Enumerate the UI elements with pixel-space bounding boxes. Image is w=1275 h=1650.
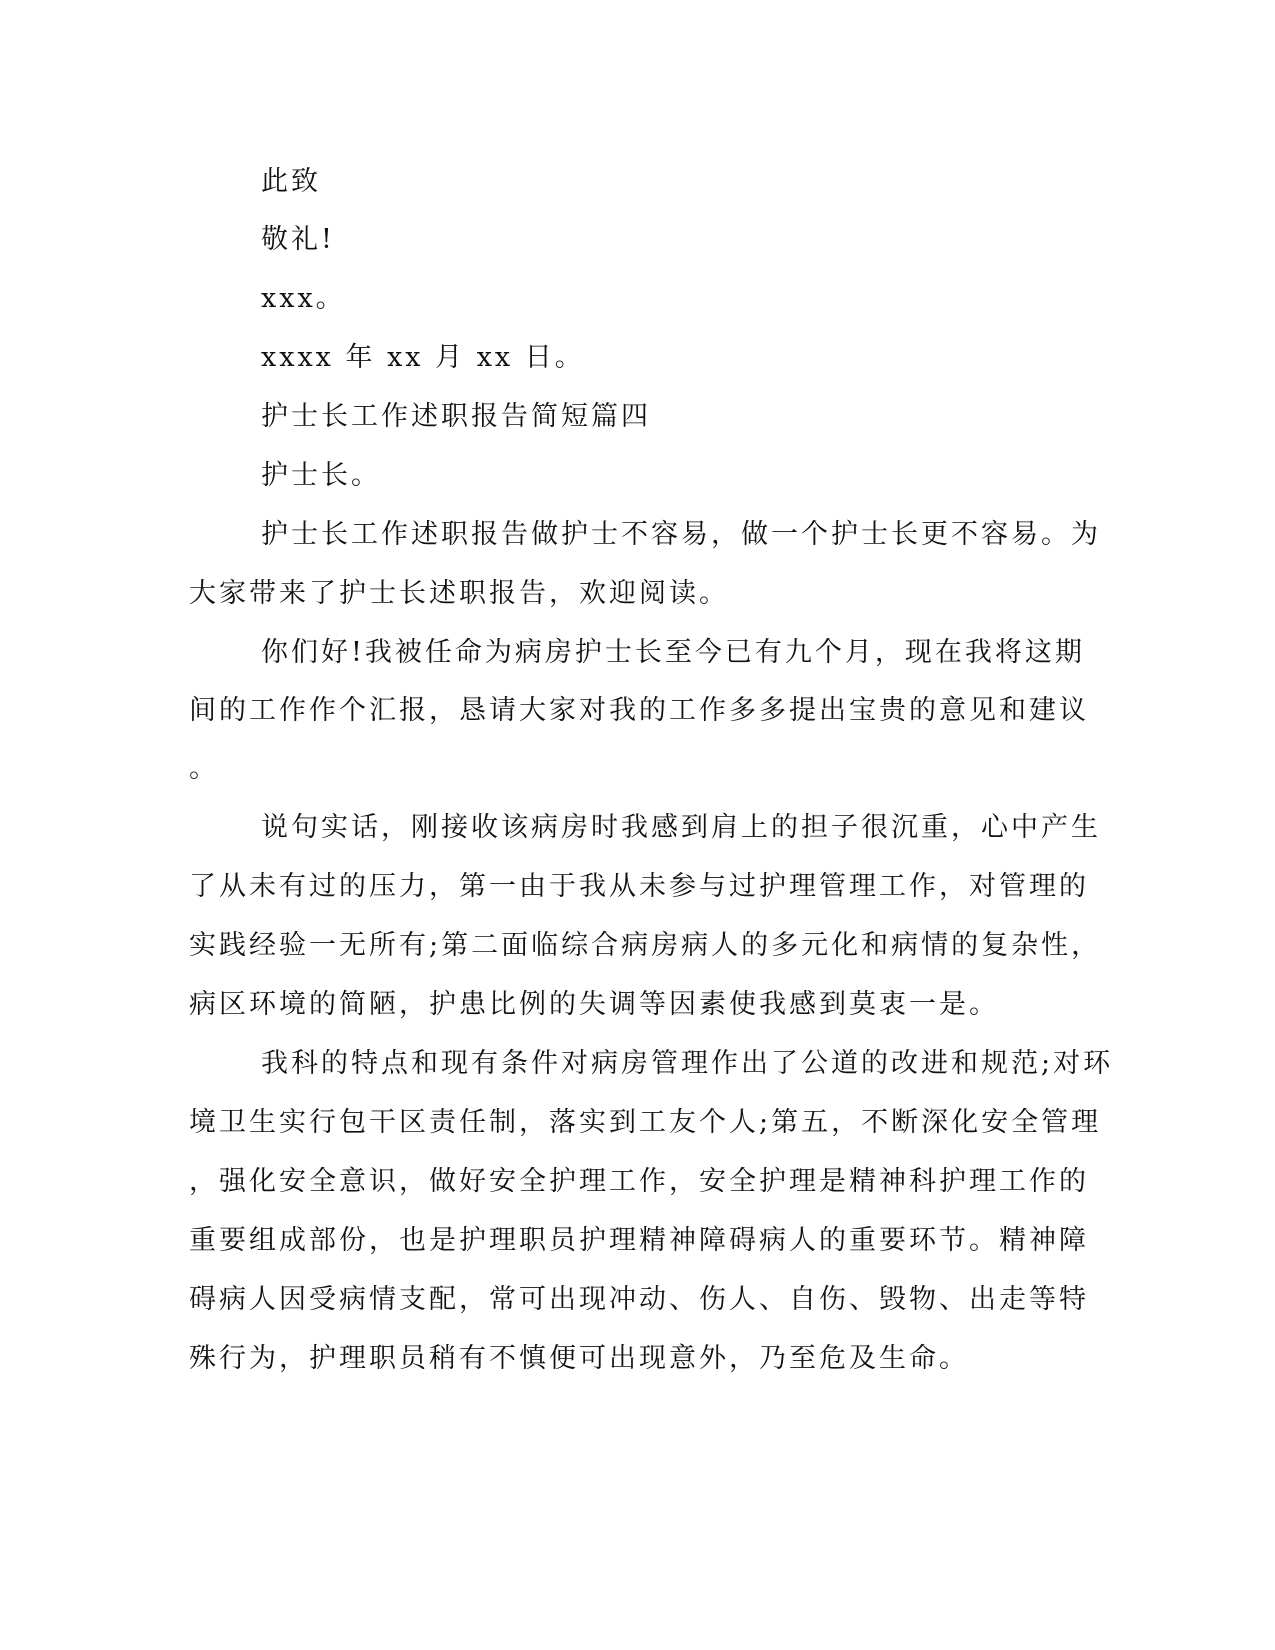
signature-name: xxx。 [261,283,346,314]
paragraph-line: 。 [189,753,219,784]
paragraph-line: 殊行为，护理职员稍有不慎便可出现意外，乃至危及生命。 [189,1343,969,1374]
paragraph-line: 你们好!我被任命为病房护士长至今已有九个月，现在我将这期 [261,637,1085,668]
salutation: 敬礼! [261,224,335,255]
paragraph-line: 我科的特点和现有条件对病房管理作出了公道的改进和规范;对环 [261,1048,1114,1079]
paragraph-line: 了从未有过的压力，第一由于我从未参与过护理管理工作，对管理的 [189,871,1089,902]
paragraph-line: 碍病人因受病情支配，常可出现冲动、伤人、自伤、毁物、出走等特 [189,1284,1089,1315]
paragraph-line: 大家带来了护士长述职报告，欢迎阅读。 [189,578,729,609]
closing-phrase: 此致 [261,166,321,197]
addressee: 护士长。 [261,460,381,491]
paragraph-line: 境卫生实行包干区责任制，落实到工友个人;第五，不断深化安全管理 [189,1107,1102,1138]
paragraph-line: 间的工作作个汇报，恳请大家对我的工作多多提出宝贵的意见和建议 [189,695,1089,726]
paragraph-line: 重要组成部份，也是护理职员护理精神障碍病人的重要环节。精神障 [189,1225,1089,1256]
paragraph-line: ，强化安全意识，做好安全护理工作，安全护理是精神科护理工作的 [189,1166,1089,1197]
paragraph-line: 说句实话，刚接收该病房时我感到肩上的担子很沉重，心中产生 [261,812,1101,843]
paragraph-line: 实践经验一无所有;第二面临综合病房病人的多元化和病情的复杂性， [189,930,1102,961]
paragraph-line: 护士长工作述职报告做护士不容易，做一个护士长更不容易。为 [261,519,1101,550]
signature-date: xxxx 年 xx 月 xx 日。 [261,342,585,373]
section-heading: 护士长工作述职报告简短篇四 [261,401,651,432]
paragraph-line: 病区环境的简陋，护患比例的失调等因素使我感到莫衷一是。 [189,989,999,1020]
